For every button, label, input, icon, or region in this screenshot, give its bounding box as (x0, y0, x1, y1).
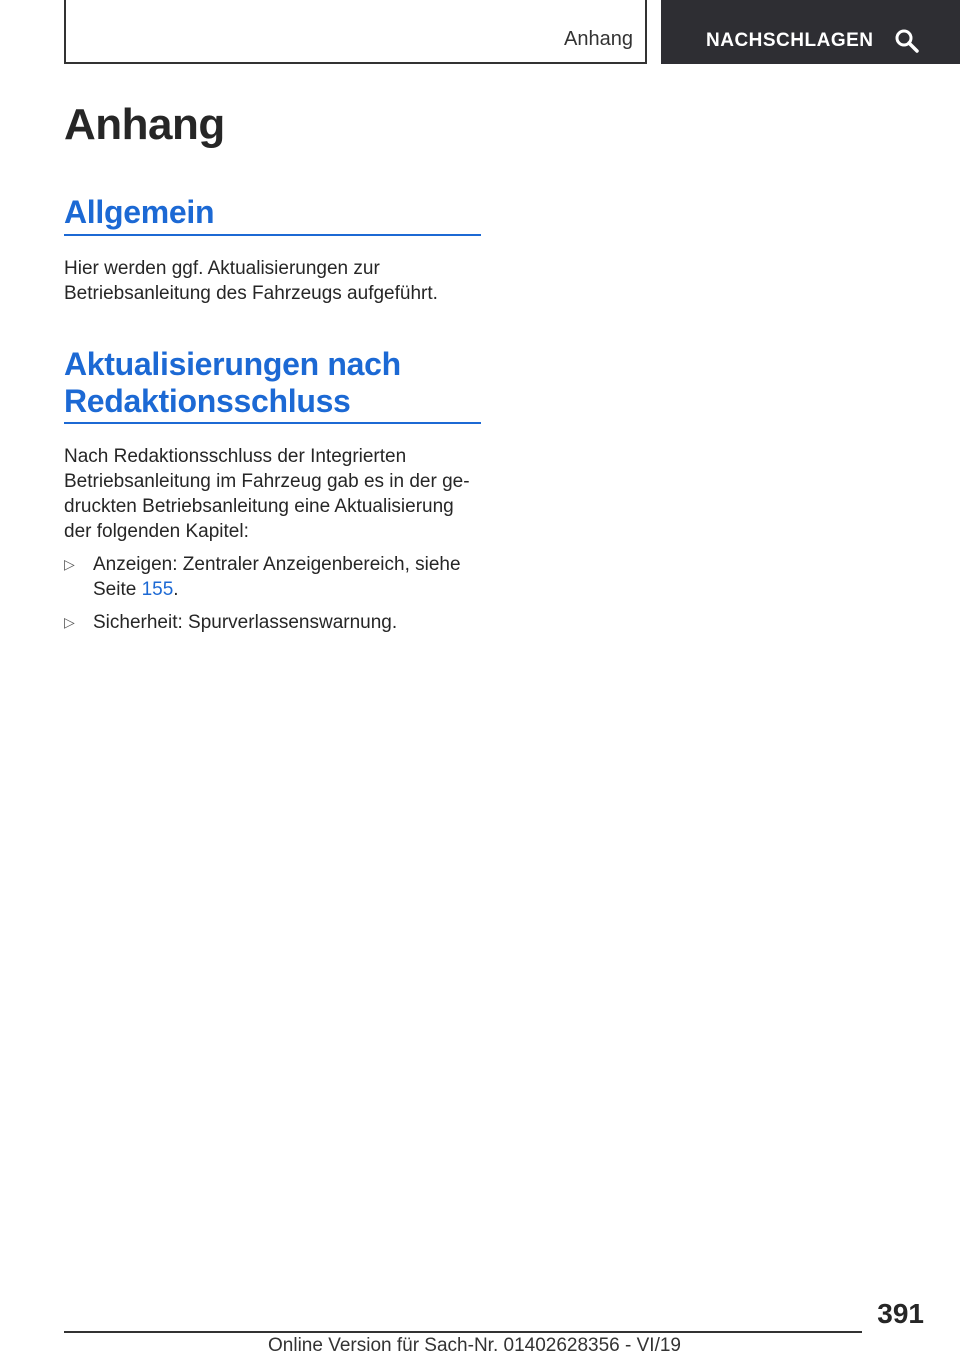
section-heading-aktualisierungen (64, 346, 481, 420)
section-heading-line: Aktualisierungen nach (64, 346, 401, 382)
list-item (64, 610, 481, 635)
footer-version-text: Online Version für Sach-Nr. 01402628356 - VI/19 (268, 1335, 681, 1356)
list-item-text: Anzeigen: Zentraler Anzeigenbereich, siehe Seite 155. (93, 554, 461, 600)
footer-divider (64, 1331, 862, 1333)
section-heading-allgemein: Allgemein (64, 194, 215, 230)
section-divider (64, 234, 481, 236)
header-chapter-label: Anhang (564, 28, 633, 50)
header-section-label: NACHSCHLAGEN (706, 30, 874, 51)
section-divider (64, 422, 481, 424)
list-item (64, 552, 481, 602)
page-reference-link[interactable]: 155 (141, 579, 174, 600)
header-chapter-box (64, 0, 647, 64)
header-section-tab[interactable] (661, 0, 960, 64)
section-body-allgemein: Hier werden ggf. Aktualisierungen zur Betriebsanleitung des Fahrzeugs aufgeführt. (64, 258, 438, 304)
search-icon[interactable] (894, 28, 920, 54)
triangle-bullet-icon: ▷ (64, 556, 75, 572)
section-heading-line: Redaktionsschluss (64, 383, 351, 419)
section-body-aktualisierungen: Nach Redaktionsschluss der Integrierten Betriebsanleitung im Fahrzeug gab es in der ge-druckten Betriebsanleitung eine Aktualisierung der folgenden Kapitel: (64, 446, 470, 542)
triangle-bullet-icon: ▷ (64, 614, 75, 630)
page-number: 391 (877, 1298, 924, 1329)
page-title: Anhang (64, 100, 225, 149)
list-item-text: Sicherheit: Spurverlassenswarnung. (93, 612, 398, 633)
